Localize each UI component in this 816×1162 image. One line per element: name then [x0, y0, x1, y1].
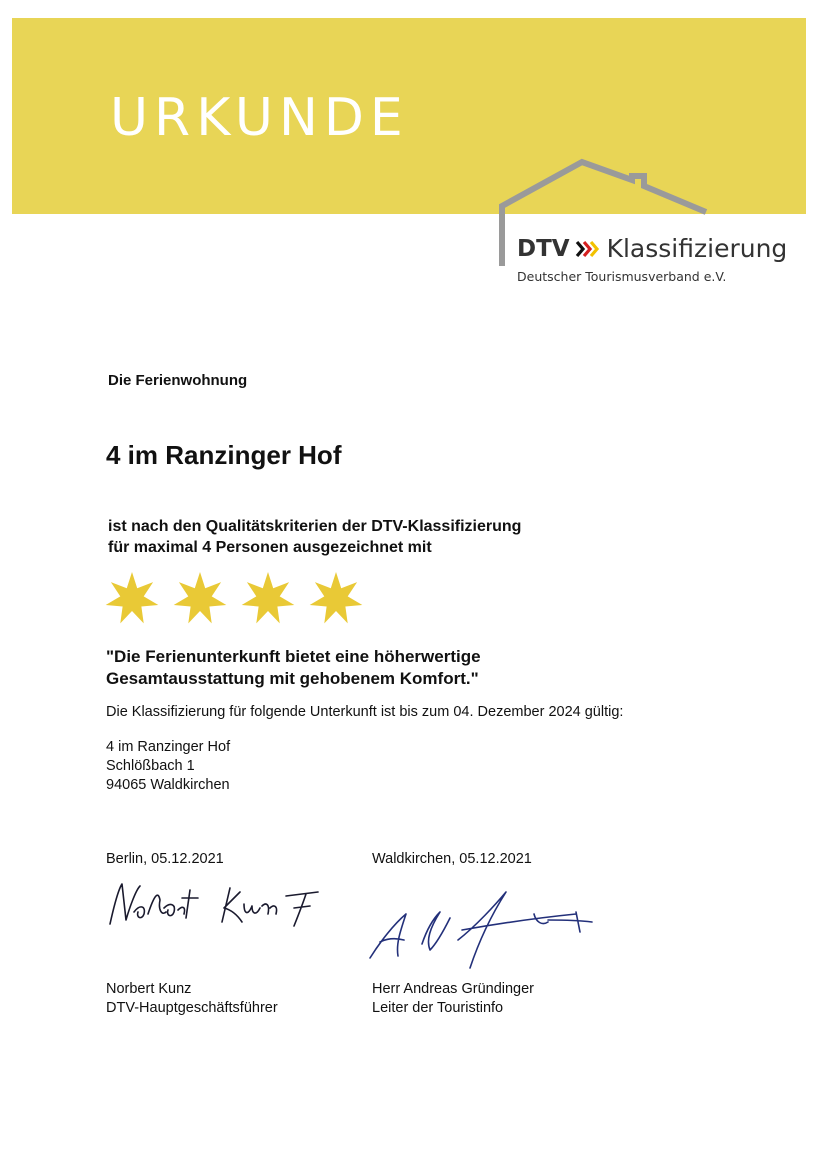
- place-date: Berlin, 05.12.2021: [106, 851, 224, 867]
- handwritten-signature: [366, 884, 616, 974]
- address-block: [106, 738, 230, 795]
- signature-block-left: [106, 850, 346, 1030]
- signer-info: [372, 980, 534, 1018]
- star-icon: [308, 570, 364, 628]
- star-icon: [104, 570, 160, 628]
- star-icon: [172, 570, 228, 628]
- quote-line-2: Gesamtausstattung mit gehobenem Komfort.": [106, 669, 479, 688]
- handwritten-signature: [106, 876, 336, 936]
- validity-text: Die Klassifizierung für folgende Unterkunft ist bis zum 04. Dezember 2024 gültig:: [106, 704, 624, 720]
- tricolor-chevron-icon: [575, 239, 601, 259]
- star-icon: [240, 570, 296, 628]
- signer-role: DTV-Hauptgeschäftsführer: [106, 1000, 278, 1016]
- place-date: Waldkirchen, 05.12.2021: [372, 851, 532, 867]
- address-line: Schlößbach 1: [106, 758, 195, 774]
- address-line: 4 im Ranzinger Hof: [106, 739, 231, 755]
- signer-role: Leiter der Touristinfo: [372, 1000, 504, 1016]
- dtv-logo: [517, 234, 787, 284]
- logo-subtitle: Deutscher Tourismusverband e.V.: [517, 269, 727, 284]
- property-name: 4 im Ranzinger Hof: [106, 440, 342, 470]
- signer-name: Herr Andreas Gründinger: [372, 981, 534, 997]
- criteria-text: [108, 516, 521, 558]
- signature-block-right: [372, 850, 632, 1030]
- certificate-title: URKUNDE: [110, 88, 409, 148]
- signer-info: [106, 980, 278, 1018]
- star-rating: [104, 570, 364, 628]
- address-line: 94065 Waldkirchen: [106, 777, 230, 793]
- logo-brand: DTV: [517, 235, 570, 262]
- criteria-line-1: ist nach den Qualitätskriterien der DTV-Klassifizierung: [108, 518, 522, 535]
- signer-name: Norbert Kunz: [106, 981, 192, 997]
- criteria-line-2: für maximal 4 Personen ausgezeichnet mit: [108, 539, 432, 556]
- logo-name: Klassifizierung: [606, 234, 788, 263]
- quote-line-1: "Die Ferienunterkunft bietet eine höherwertige: [106, 647, 481, 666]
- intro-text: Die Ferienwohnung: [108, 372, 248, 389]
- rating-quote: [106, 646, 481, 690]
